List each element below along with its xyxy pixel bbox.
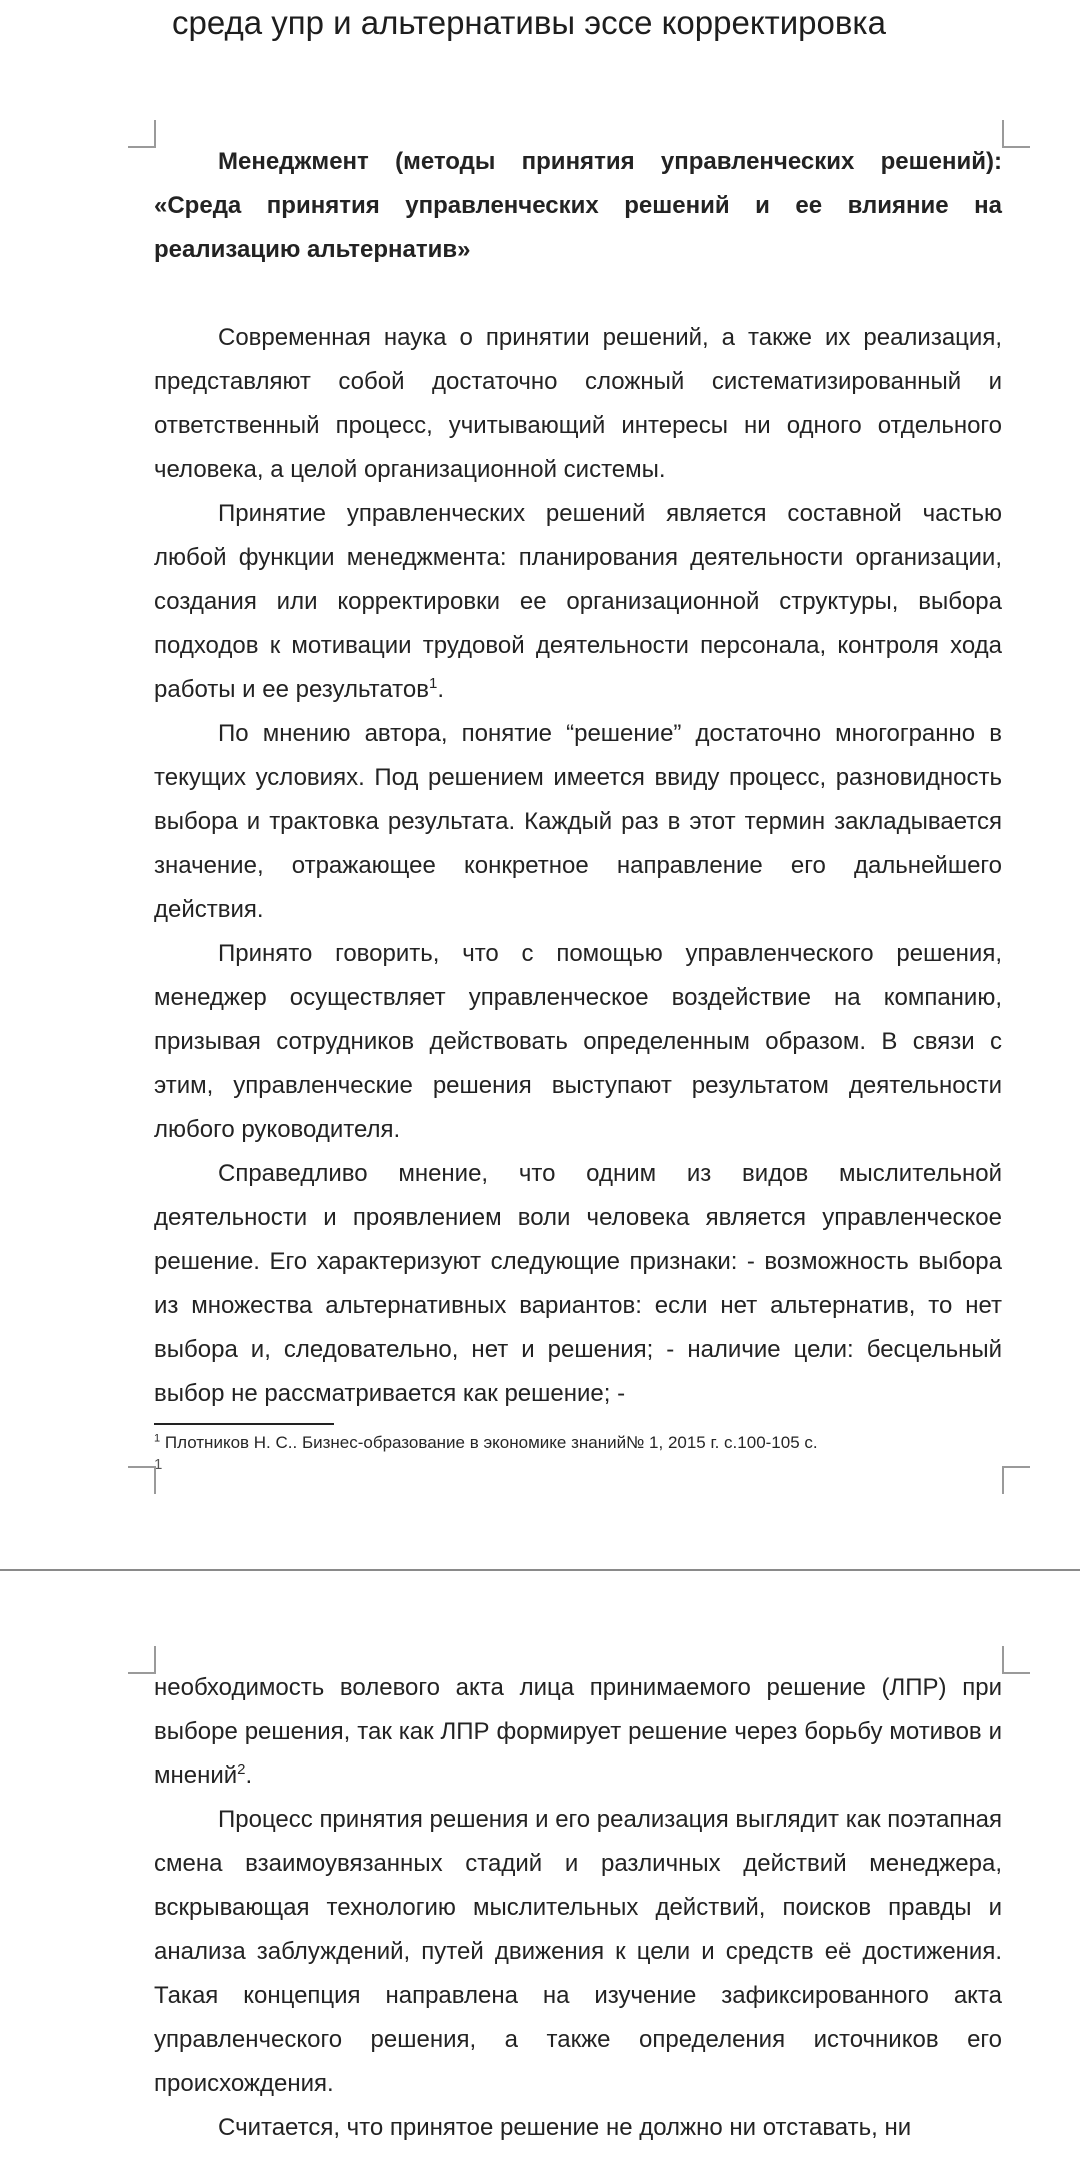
footnote-separator bbox=[154, 1423, 334, 1425]
margin-mark-top-left-p2 bbox=[128, 1646, 156, 1674]
margin-mark-bottom-left bbox=[128, 1466, 156, 1494]
page-1-body bbox=[154, 140, 1002, 1416]
heading-spacer bbox=[154, 272, 1002, 316]
paragraph-3: По мнению автора, понятие “решение” достаточно многогранно в текущих условиях. Под решением имеется ввиду процесс, разновидность выбора и трактовка результата. Каждый раз в этот термин закладывается значение, отражающее конкретное направление его дальнейшего действия. bbox=[154, 720, 1002, 923]
document-title: среда упр и альтернативы эссе корректировка bbox=[172, 4, 886, 41]
paragraph-2-period: . bbox=[437, 676, 444, 703]
margin-mark-top-right-p2 bbox=[1002, 1646, 1030, 1674]
footnote-ref-1[interactable]: 1 bbox=[428, 675, 438, 692]
continuation-period: . bbox=[245, 1762, 253, 1789]
footnote-1 bbox=[154, 1430, 1002, 1456]
continuation-paragraph bbox=[154, 1666, 1002, 1798]
paragraph-1: Современная наука о принятии решений, а также их реализация, представляют собой достаточно сложный систематизированный и ответственный процесс, учитывающий интересы ни одного отдельного человека, а целой организационной системы. bbox=[154, 324, 1002, 483]
margin-mark-top-left bbox=[128, 120, 156, 148]
footnote-1-text: Плотников Н. С.. Бизнес-образование в экономике знаний№ 1, 2015 г. с.100-105 с. bbox=[164, 1433, 818, 1452]
page-2 bbox=[0, 1612, 1080, 2172]
paragraph-7-cutoff: Считается, что принятое решение не должно ни отставать, ни bbox=[218, 2114, 912, 2141]
page-separator bbox=[0, 1569, 1080, 1613]
margin-mark-bottom-right bbox=[1002, 1466, 1030, 1494]
paragraph-5: Справедливо мнение, что одним из видов мыслительной деятельности и проявлением воли человека является управленческое решение. Его характеризуют следующие признаки: - возможность выбора из множества альтернативных вариантов: если нет альтернатив, то нет выбора и, следовательно, нет и решения; - наличие цели: бесцельный выбор не рассматривается как решение; - bbox=[154, 1160, 1002, 1407]
paragraph-2 bbox=[154, 492, 1002, 712]
margin-mark-top-right bbox=[1002, 120, 1030, 148]
page-2-body bbox=[154, 1666, 1002, 2150]
essay-heading: Менеджмент (методы принятия управленческих решений): «Среда принятия управленческих решений и ее влияние на реализацию альтернатив» bbox=[154, 148, 1002, 263]
page-1 bbox=[0, 120, 1080, 1570]
paragraph-4: Принято говорить, что с помощью управленческого решения, менеджер осуществляет управленческое воздействие на компанию, призывая сотрудников действовать определенным образом. В связи с этим, управленческие решения выступают результатом деятельности любого руководителя. bbox=[154, 940, 1002, 1143]
page-number: 1 bbox=[154, 1456, 163, 1473]
footnote-ref-2[interactable]: 2 bbox=[237, 1761, 246, 1778]
paragraph-6: Процесс принятия решения и его реализация выглядит как поэтапная смена взаимоувязанных стадий и различных действий менеджера, вскрывающая технологию мыслительных действий, поисков правды и анализа заблуждений, путей движения к цели и средств её достижения. Такая концепция направлена на изучение зафиксированного акта управленческого решения, а также определения источников его происхождения. bbox=[154, 1806, 1002, 2097]
paragraph-2-text: Принятие управленческих решений является составной частью любой функции менеджмента: планирования деятельности организации, создания или корректировки ее организационной структуры, выбора подходов к мотивации трудовой деятельности персонала, контроля хода работы и ее результатов bbox=[154, 500, 1002, 703]
footnote-1-mark: 1 bbox=[154, 1432, 161, 1445]
continuation-text: необходимость волевого акта лица принимаемого решение (ЛПР) при выборе решения, так как ЛПР формирует решение через борьбу мотивов и мнений bbox=[154, 1674, 1002, 1789]
